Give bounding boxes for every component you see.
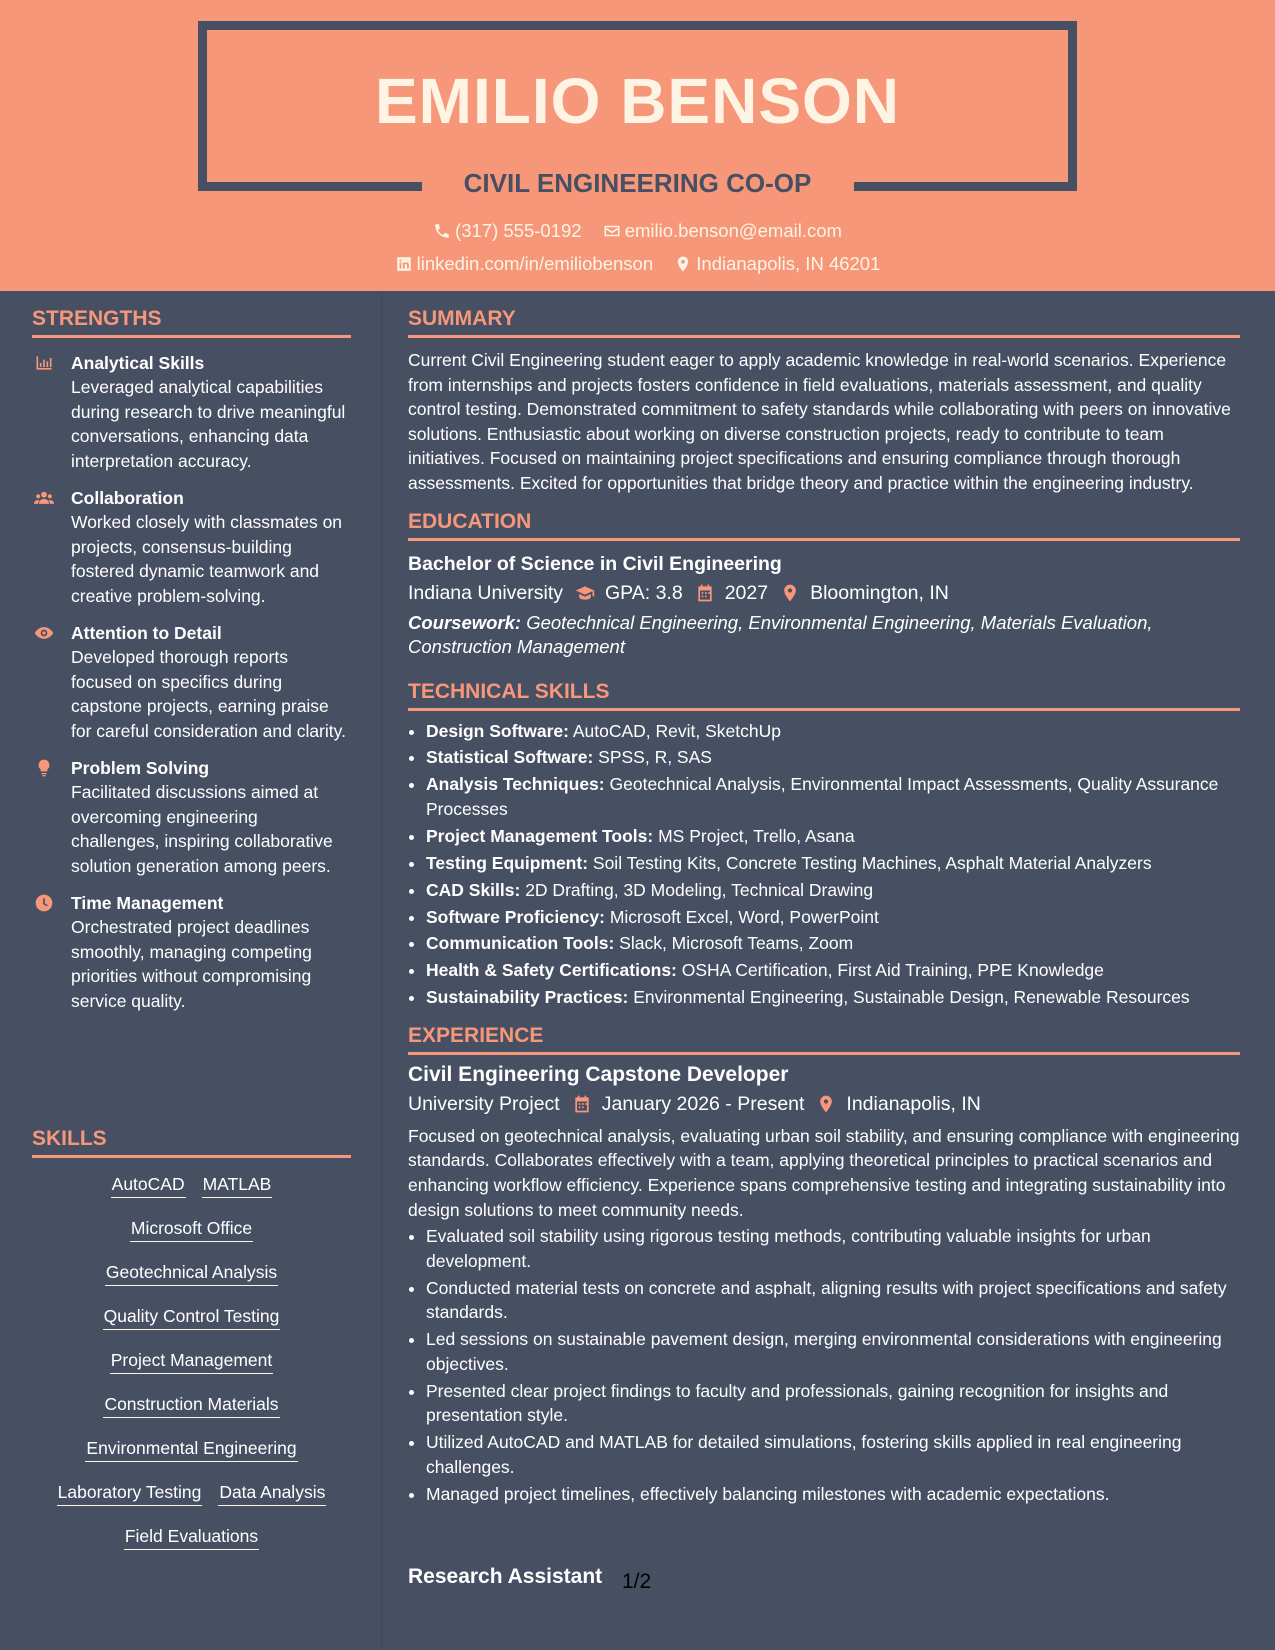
skills-section [32,1127,351,1554]
technical-skills-list [408,719,1240,1010]
skill-tag: Microsoft Office [130,1218,253,1242]
strength-desc: Worked closely with classmates on projects, consensus-building fostered dynamic teamwork and creative problem-solving. [71,512,343,606]
summary-text: Current Civil Engineering student eager to apply academic knowledge in real-world scenarios. Experience from internships and projects fosters confidence in field evaluations, materials assessment, and quality control testing. Demonstrated commitment to safety standards while collaborating with peers on innovative solutions. Enthusiastic about working on diverse construction projects, ready to contribute to team initiatives. Focused on maintaining project specifications and ensuring compliance through thorough assessments. Excited for opportunities that bridge theory and practice within the engineering industry. [408,350,1231,493]
education-section [408,510,1240,660]
list-item: • Presented clear project findings to faculty and professionals, gaining recognition for insights and presentation style. [426,1379,1240,1428]
list-item: • Conducted material tests on concrete and asphalt, aligning results with project specifications and safety standards. [426,1276,1240,1325]
technical-skills-title: TECHNICAL SKILLS [408,680,1240,711]
list-item: • Analysis Techniques: Geotechnical Analysis, Environmental Impact Assessments, Quality Assurance Processes [426,772,1240,821]
coursework-label: Coursework: [408,611,522,633]
map-pin-icon [780,583,800,603]
job-meta [408,1093,1240,1116]
strength-item [32,756,351,878]
linkedin-text: linkedin.com/in/emiliobenson [416,253,654,274]
job-location-item [816,1093,980,1116]
job-title: Civil Engineering Capstone Developer [408,1062,789,1086]
skill-row [32,1394,351,1422]
strength-desc: Developed thorough reports focused on specifics during capstone projects, earning praise for careful consideration and clarity. [71,647,346,741]
education-title: EDUCATION [408,510,1240,541]
phone-item[interactable] [433,220,582,242]
email-item[interactable] [603,220,842,242]
skill-tag: Field Evaluations [124,1526,259,1550]
list-item: • Health & Safety Certifications: OSHA Certification, First Aid Training, PPE Knowledge [426,958,1240,983]
skill-row [32,1350,351,1378]
skill-row [32,1218,351,1246]
experience-section [408,1024,1240,1506]
job-location: Indianapolis, IN [846,1092,981,1115]
location-text: Indianapolis, IN 46201 [696,253,881,274]
job-role: CIVIL ENGINEERING CO-OP [463,168,812,198]
phone-text: (317) 555-0192 [455,220,582,241]
year-item [695,582,768,605]
year-text: 2027 [724,581,769,604]
skill-tag: Quality Control Testing [103,1306,281,1330]
technical-skills-section [408,680,1240,1010]
skill-tag: Laboratory Testing [57,1482,203,1506]
contact-line-2 [0,253,1275,278]
map-pin-icon [674,255,692,273]
list-item: • Communication Tools: Slack, Microsoft Teams, Zoom [426,931,1240,956]
eye-icon [34,623,54,643]
edu-location-text: Bloomington, IN [810,581,949,604]
strength-desc: Facilitated discussions aimed at overcoming engineering challenges, inspiring collaborative solution generation among peers. [71,782,333,876]
skill-tag: MATLAB [202,1174,273,1198]
list-item: • Utilized AutoCAD and MATLAB for detailed simulations, fostering skills applied in real engineering challenges. [426,1430,1240,1479]
strength-desc: Leveraged analytical capabilities during research to drive meaningful conversations, enhancing data interpretation accuracy. [71,377,346,471]
main-column [408,291,1240,1508]
skill-row [32,1262,351,1290]
coursework [408,611,1240,660]
strength-title: Time Management [71,893,224,913]
skill-tag: Construction Materials [103,1394,279,1418]
strength-item [32,621,351,743]
skill-tag: Geotechnical Analysis [105,1262,278,1286]
job-dates-item [572,1093,805,1116]
linkedin-item[interactable] [395,253,654,275]
skill-tag: Data Analysis [218,1482,326,1506]
calendar-icon [572,1094,592,1114]
lightbulb-icon [34,758,54,778]
envelope-icon [603,222,621,240]
job-dates: January 2026 - Present [601,1092,805,1115]
skill-tag: Project Management [110,1350,273,1374]
strength-desc: Orchestrated project deadlines smoothly, managing competing priorities without compromising service quality. [71,917,312,1011]
job-org: University Project [408,1092,560,1115]
skill-row [32,1174,351,1202]
degree-title: Bachelor of Science in Civil Engineering [408,552,782,575]
skill-tag: Environmental Engineering [85,1438,297,1462]
strength-item [32,486,351,608]
skill-tag: AutoCAD [111,1174,186,1198]
strength-title: Analytical Skills [71,353,205,373]
list-item: • Managed project timelines, effectively balancing milestones with academic expectations. [426,1482,1240,1507]
list-item: • Project Management Tools: MS Project, Trello, Asana [426,824,1240,849]
job-description: Focused on geotechnical analysis, evaluating urban soil stability, and ensuring compliance with engineering standards. Collaborates effectively with a team, applying theoretical principles to practical scenarios and enhancing workflow efficiency. Experience spans comprehensive testing and integrating sustainability into design solutions to meet community needs. [408,1125,1240,1220]
phone-icon [433,222,451,240]
coursework-text: Geotechnical Engineering, Environmental Engineering, Materials Evaluation, Construction Management [408,611,1153,658]
edu-location-item [780,582,949,605]
skills-title: SKILLS [32,1127,351,1158]
page-indicator: 1/2 [622,1570,652,1593]
list-item: • Statistical Software: SPSS, R, SAS [426,745,1240,770]
gpa-text: GPA: 3.8 [605,581,683,604]
gpa-item [575,582,683,605]
skills-list [32,1174,351,1554]
calendar-icon [695,583,715,603]
next-job-title: Research Assistant [408,1565,603,1588]
job-bullets [408,1224,1240,1506]
contact-line-1 [0,220,1275,245]
candidate-name: EMILIO BENSON [374,65,901,137]
sidebar [0,291,382,1650]
skill-row [32,1438,351,1466]
list-item: • Software Proficiency: Microsoft Excel, Word, PowerPoint [426,905,1240,930]
users-icon [34,488,54,508]
strength-title: Problem Solving [71,758,210,778]
summary-section [408,307,1240,496]
list-item: • CAD Skills: 2D Drafting, 3D Modeling, Technical Drawing [426,878,1240,903]
bar-chart-icon [34,353,54,373]
skill-row [32,1482,351,1510]
strengths-title: STRENGTHS [32,307,351,338]
list-item: • Evaluated soil stability using rigorous testing methods, contributing valuable insights for urban development. [426,1224,1240,1273]
graduation-cap-icon [575,583,595,603]
strength-item [32,351,351,473]
summary-title: SUMMARY [408,307,1240,338]
strength-title: Collaboration [71,488,184,508]
resume-header [0,0,1275,291]
strength-title: Attention to Detail [71,623,222,643]
list-item: • Testing Equipment: Soil Testing Kits, Concrete Testing Machines, Asphalt Material Analyzers [426,851,1240,876]
clock-icon [34,893,54,913]
location-item [674,253,880,275]
strengths-section [32,307,351,1013]
list-item: • Design Software: AutoCAD, Revit, SketchUp [426,719,1240,744]
education-meta [408,582,1240,605]
skill-row [32,1306,351,1334]
school-name: Indiana University [408,581,563,604]
email-text: emilio.benson@email.com [624,220,842,241]
list-item: • Sustainability Practices: Environmental Engineering, Sustainable Design, Renewable Resources [426,985,1240,1010]
map-pin-icon [816,1094,836,1114]
strength-item [32,891,351,1013]
skill-row [32,1526,351,1554]
linkedin-icon [395,255,413,273]
list-item: • Led sessions on sustainable pavement design, merging environmental considerations with engineering objectives. [426,1327,1240,1376]
experience-title: EXPERIENCE [408,1024,1240,1055]
